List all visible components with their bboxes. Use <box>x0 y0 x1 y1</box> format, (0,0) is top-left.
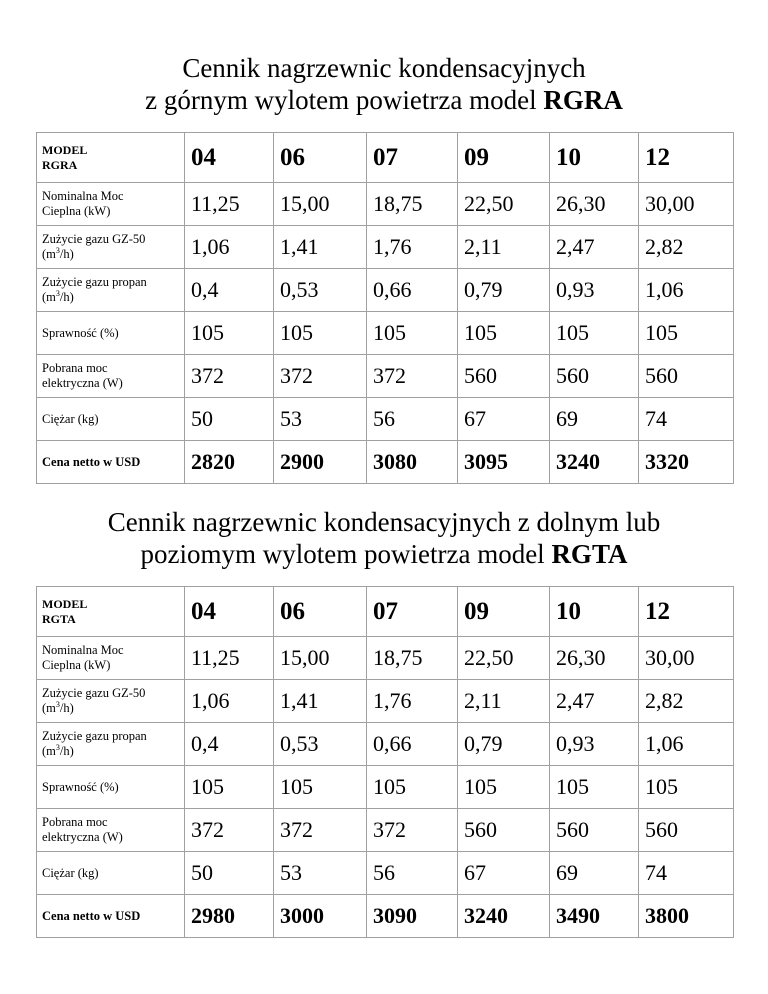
value-cell: 22,50 <box>458 183 550 226</box>
value-cell: 1,06 <box>185 226 274 269</box>
table-row <box>37 852 734 895</box>
model-label-cell: MODEL RGTA <box>37 587 185 637</box>
model-cell: 06 <box>274 587 367 637</box>
price-cell: 2820 <box>185 441 274 484</box>
value-cell: 0,66 <box>367 723 458 766</box>
value-cell: 560 <box>550 355 639 398</box>
price-cell: 3080 <box>367 441 458 484</box>
value-cell: 105 <box>639 312 734 355</box>
row-label: Zużycie gazu GZ-50 $(m^3/h)$ <box>37 226 185 269</box>
price-cell: 3095 <box>458 441 550 484</box>
model-cell: 04 <box>185 587 274 637</box>
value-cell: 372 <box>185 809 274 852</box>
value-cell: 26,30 <box>550 637 639 680</box>
value-cell: 1,06 <box>639 723 734 766</box>
value-cell: 105 <box>367 312 458 355</box>
value-cell: 560 <box>639 809 734 852</box>
row-label: Nominalna Moc Cieplna (kW) <box>37 637 185 680</box>
price-table-rgta <box>36 586 734 938</box>
table-row <box>37 183 734 226</box>
value-cell: 560 <box>550 809 639 852</box>
price-cell: 3240 <box>458 895 550 938</box>
value-cell: 105 <box>550 766 639 809</box>
table-header-row <box>37 133 734 183</box>
value-cell: 67 <box>458 852 550 895</box>
title-line-2: z górnym wylotem powietrza model RGRA <box>145 85 623 115</box>
value-cell: 74 <box>639 852 734 895</box>
row-label: Ciężar (kg) <box>37 852 185 895</box>
price-cell: 3240 <box>550 441 639 484</box>
value-cell: 15,00 <box>274 183 367 226</box>
model-label-cell: MODEL RGRA <box>37 133 185 183</box>
model-cell: 09 <box>458 587 550 637</box>
model-name: RGRA <box>543 85 623 115</box>
price-table-rgra <box>36 132 734 484</box>
price-cell: 3090 <box>367 895 458 938</box>
row-label: Zużycie gazu propan $(m^3/h)$ <box>37 269 185 312</box>
table-row <box>37 766 734 809</box>
value-cell: 2,47 <box>550 680 639 723</box>
price-cell: 2900 <box>274 441 367 484</box>
value-cell: 0,66 <box>367 269 458 312</box>
section-title-rgra <box>0 52 768 116</box>
title-line-1: Cennik nagrzewnic kondensacyjnych z dolnym lub <box>107 507 661 537</box>
value-cell: 50 <box>185 852 274 895</box>
value-cell: 53 <box>274 398 367 441</box>
value-cell: 105 <box>185 766 274 809</box>
model-cell: 07 <box>367 133 458 183</box>
value-cell: 105 <box>458 766 550 809</box>
price-label: Cena netto w USD <box>37 895 185 938</box>
value-cell: 69 <box>550 852 639 895</box>
value-cell: 0,4 <box>185 723 274 766</box>
table-row <box>37 269 734 312</box>
table-row <box>37 226 734 269</box>
model-cell: 10 <box>550 133 639 183</box>
model-name: RGTA <box>551 539 628 569</box>
section-title-rgta <box>0 506 768 570</box>
value-cell: 15,00 <box>274 637 367 680</box>
value-cell: 30,00 <box>639 637 734 680</box>
value-cell: 30,00 <box>639 183 734 226</box>
value-cell: 0,79 <box>458 269 550 312</box>
value-cell: 1,76 <box>367 226 458 269</box>
price-cell: 3800 <box>639 895 734 938</box>
value-cell: 26,30 <box>550 183 639 226</box>
value-cell: 18,75 <box>367 183 458 226</box>
table-row <box>37 680 734 723</box>
value-cell: 2,82 <box>639 226 734 269</box>
value-cell: 105 <box>367 766 458 809</box>
value-cell: 372 <box>274 355 367 398</box>
value-cell: 105 <box>458 312 550 355</box>
price-cell: 3000 <box>274 895 367 938</box>
value-cell: 2,11 <box>458 680 550 723</box>
value-cell: 50 <box>185 398 274 441</box>
title-line-1: Cennik nagrzewnic kondensacyjnych <box>182 53 586 83</box>
table-row <box>37 398 734 441</box>
value-cell: 18,75 <box>367 637 458 680</box>
value-cell: 1,41 <box>274 680 367 723</box>
value-cell: 67 <box>458 398 550 441</box>
price-label: Cena netto w USD <box>37 441 185 484</box>
table-row <box>37 637 734 680</box>
value-cell: 560 <box>458 809 550 852</box>
value-cell: 2,11 <box>458 226 550 269</box>
value-cell: 0,93 <box>550 723 639 766</box>
value-cell: 1,41 <box>274 226 367 269</box>
table-row <box>37 312 734 355</box>
table-row <box>37 355 734 398</box>
value-cell: 0,79 <box>458 723 550 766</box>
value-cell: 105 <box>185 312 274 355</box>
row-label: Sprawność (%) <box>37 312 185 355</box>
row-label: Pobrana moc elektryczna (W) <box>37 809 185 852</box>
value-cell: 0,4 <box>185 269 274 312</box>
value-cell: 2,82 <box>639 680 734 723</box>
model-cell: 12 <box>639 587 734 637</box>
model-cell: 07 <box>367 587 458 637</box>
value-cell: 2,47 <box>550 226 639 269</box>
value-cell: 0,93 <box>550 269 639 312</box>
model-cell: 06 <box>274 133 367 183</box>
value-cell: 105 <box>274 312 367 355</box>
value-cell: 74 <box>639 398 734 441</box>
table-row <box>37 723 734 766</box>
value-cell: 1,76 <box>367 680 458 723</box>
value-cell: 560 <box>639 355 734 398</box>
row-label: Zużycie gazu GZ-50 $(m^3/h)$ <box>37 680 185 723</box>
model-cell: 09 <box>458 133 550 183</box>
price-cell: 3490 <box>550 895 639 938</box>
row-label: Nominalna Moc Cieplna (kW) <box>37 183 185 226</box>
model-cell: 12 <box>639 133 734 183</box>
value-cell: 56 <box>367 398 458 441</box>
price-row <box>37 895 734 938</box>
row-label: Sprawność (%) <box>37 766 185 809</box>
row-label: Pobrana moc elektryczna (W) <box>37 355 185 398</box>
model-cell: 10 <box>550 587 639 637</box>
value-cell: 56 <box>367 852 458 895</box>
value-cell: 11,25 <box>185 183 274 226</box>
value-cell: 372 <box>367 355 458 398</box>
value-cell: 11,25 <box>185 637 274 680</box>
value-cell: 1,06 <box>185 680 274 723</box>
value-cell: 1,06 <box>639 269 734 312</box>
table-header-row <box>37 587 734 637</box>
price-cell: 2980 <box>185 895 274 938</box>
price-row <box>37 441 734 484</box>
row-label: Zużycie gazu propan $(m^3/h)$ <box>37 723 185 766</box>
value-cell: 372 <box>274 809 367 852</box>
value-cell: 105 <box>639 766 734 809</box>
value-cell: 105 <box>550 312 639 355</box>
value-cell: 0,53 <box>274 269 367 312</box>
value-cell: 53 <box>274 852 367 895</box>
value-cell: 0,53 <box>274 723 367 766</box>
row-label: Ciężar (kg) <box>37 398 185 441</box>
value-cell: 22,50 <box>458 637 550 680</box>
value-cell: 69 <box>550 398 639 441</box>
price-cell: 3320 <box>639 441 734 484</box>
value-cell: 372 <box>367 809 458 852</box>
table-row <box>37 809 734 852</box>
value-cell: 560 <box>458 355 550 398</box>
model-cell: 04 <box>185 133 274 183</box>
value-cell: 105 <box>274 766 367 809</box>
value-cell: 372 <box>185 355 274 398</box>
title-line-2: poziomym wylotem powietrza model RGTA <box>140 539 628 569</box>
